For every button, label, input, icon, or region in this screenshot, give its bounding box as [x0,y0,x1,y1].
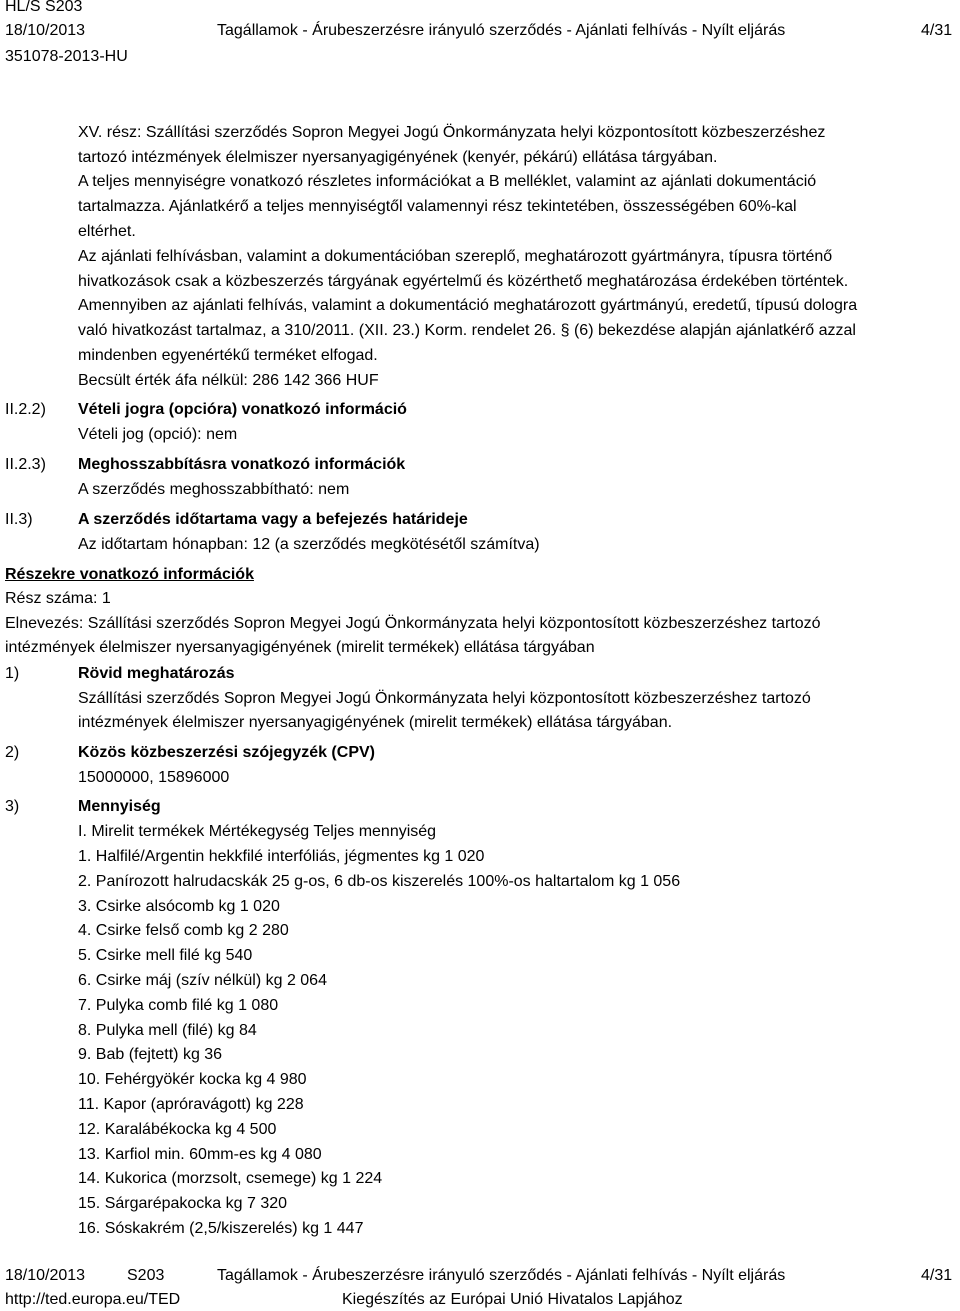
part-name-line: intézmények élelmiszer nyersanyagigényének (mirelit termékek) ellátása tárgyában [5,639,595,656]
section-value: Vételi jog (opció): nem [78,426,238,443]
part-xv-line: való hivatkozást tartalmaz, a 310/2011. (XII. 23.) Korm. rendelet 26. § (6) bekezdése alapján ajánlatkérő azzal [78,322,856,339]
header-series: HL/S S203 [5,0,83,15]
list-item: 2. Panírozott halrudacskák 25 g-os, 6 db-os kiszerelés 100%-os haltartalom kg 1 056 [78,873,681,890]
part-xv-line: eltérhet. [78,223,136,240]
footer-title: Tagállamok - Árubeszerzésre irányuló szerződés - Ajánlati felhívás - Nyílt eljárás [217,1267,786,1284]
item-number: 2) [5,744,20,761]
quantity-table-header: I. Mirelit termékek Mértékegység Teljes mennyiség [78,823,437,840]
estimated-value: Becsült érték áfa nélkül: 286 142 366 HUF [78,372,379,389]
section-title: Meghosszabbításra vonatkozó információk [78,456,406,473]
list-item: 5. Csirke mell filé kg 540 [78,947,253,964]
list-item: 9. Bab (fejtett) kg 36 [78,1046,223,1063]
part-name-line: Elnevezés: Szállítási szerződés Sopron Megyei Jogú Önkormányzata helyi központosított közbeszerzéshez tartozó [5,615,821,632]
cpv-codes: 15000000, 15896000 [78,769,230,786]
parts-heading: Részekre vonatkozó információk [5,566,254,583]
part-number: Rész száma: 1 [5,590,111,607]
footer-date: 18/10/2013 [5,1267,86,1284]
item-line: intézmények élelmiszer nyersanyagigényének (mirelit termékek) ellátása tárgyában. [78,714,673,731]
list-item: 4. Csirke felső comb kg 2 280 [78,922,289,939]
footer-series: S203 [127,1267,165,1284]
item-line: Szállítási szerződés Sopron Megyei Jogú Önkormányzata helyi központosított közbeszerzéshez tartozó [78,690,811,707]
part-xv-line: hivatkozások csak a közbeszerzés tárgyának egyértelmű és közérthető meghatározása érdekében történtek. [78,273,849,290]
part-xv-line: Az ajánlati felhívásban, valamint a dokumentációban szereplő, meghatározott gyártmányra, típusra történő [78,248,833,265]
item-title: Rövid meghatározás [78,665,235,682]
list-item: 3. Csirke alsócomb kg 1 020 [78,898,280,915]
footer-url-link[interactable]: http://ted.europa.eu/TED [5,1291,181,1308]
list-item: 10. Fehérgyökér kocka kg 4 980 [78,1071,307,1088]
footer-page-number: 4/31 [921,1267,953,1284]
header-title: Tagállamok - Árubeszerzésre irányuló szerződés - Ajánlati felhívás - Nyílt eljárás [217,22,786,39]
item-title: Mennyiség [78,798,161,815]
section-value: Az időtartam hónapban: 12 (a szerződés megkötésétől számítva) [78,536,540,553]
part-xv-line: tartozó intézmények élelmiszer nyersanyagigényének (kenyér, pékárú) ellátása tárgyában. [78,149,718,166]
list-item: 13. Karfiol min. 60mm-es kg 4 080 [78,1146,322,1163]
part-xv-line: Amennyiben az ajánlati felhívás, valamint a dokumentáció meghatározott gyártmányú, eredetű, típusú dologra [78,297,858,314]
part-xv-line: mindenben egyenértékű terméket elfogad. [78,347,378,364]
header-notice-id: 351078-2013-HU [5,48,128,65]
item-number: 1) [5,665,20,682]
item-number: 3) [5,798,20,815]
section-value: A szerződés meghosszabbítható: nem [78,481,350,498]
section-title: Vételi jogra (opcióra) vonatkozó információ [78,401,407,418]
section-number: II.2.2) [5,401,46,418]
list-item: 15. Sárgarépakocka kg 7 320 [78,1195,288,1212]
list-item: 7. Pulyka comb filé kg 1 080 [78,997,279,1014]
part-xv-line: XV. rész: Szállítási szerződés Sopron Megyei Jogú Önkormányzata helyi központosított közbeszerzéshez [78,124,826,141]
header-date: 18/10/2013 [5,22,86,39]
list-item: 11. Kapor (apróravágott) kg 228 [78,1096,304,1113]
part-xv-line: tartalmazza. Ajánlatkérő a teljes mennyiségtől valamennyi rész tekintetében, összességében 60%-kal [78,198,797,215]
list-item: 8. Pulyka mell (filé) kg 84 [78,1022,257,1039]
list-item: 16. Sóskakrém (2,5/kiszerelés) kg 1 447 [78,1220,364,1237]
list-item: 12. Karalábékocka kg 4 500 [78,1121,277,1138]
section-number: II.2.3) [5,456,46,473]
footer-supplement: Kiegészítés az Európai Unió Hivatalos Lapjához [342,1291,683,1308]
header-page-number: 4/31 [921,22,953,39]
item-title: Közös közbeszerzési szójegyzék (CPV) [78,744,375,761]
list-item: 6. Csirke máj (szív nélkül) kg 2 064 [78,972,327,989]
section-number: II.3) [5,511,33,528]
part-xv-line: A teljes mennyiségre vonatkozó részletes információkat a B melléklet, valamint az ajánlati dokumentáció [78,173,817,190]
list-item: 1. Halfilé/Argentin hekkfilé interfóliás, jégmentes kg 1 020 [78,848,485,865]
section-title: A szerződés időtartama vagy a befejezés határideje [78,511,468,528]
list-item: 14. Kukorica (morzsolt, csemege) kg 1 224 [78,1170,383,1187]
